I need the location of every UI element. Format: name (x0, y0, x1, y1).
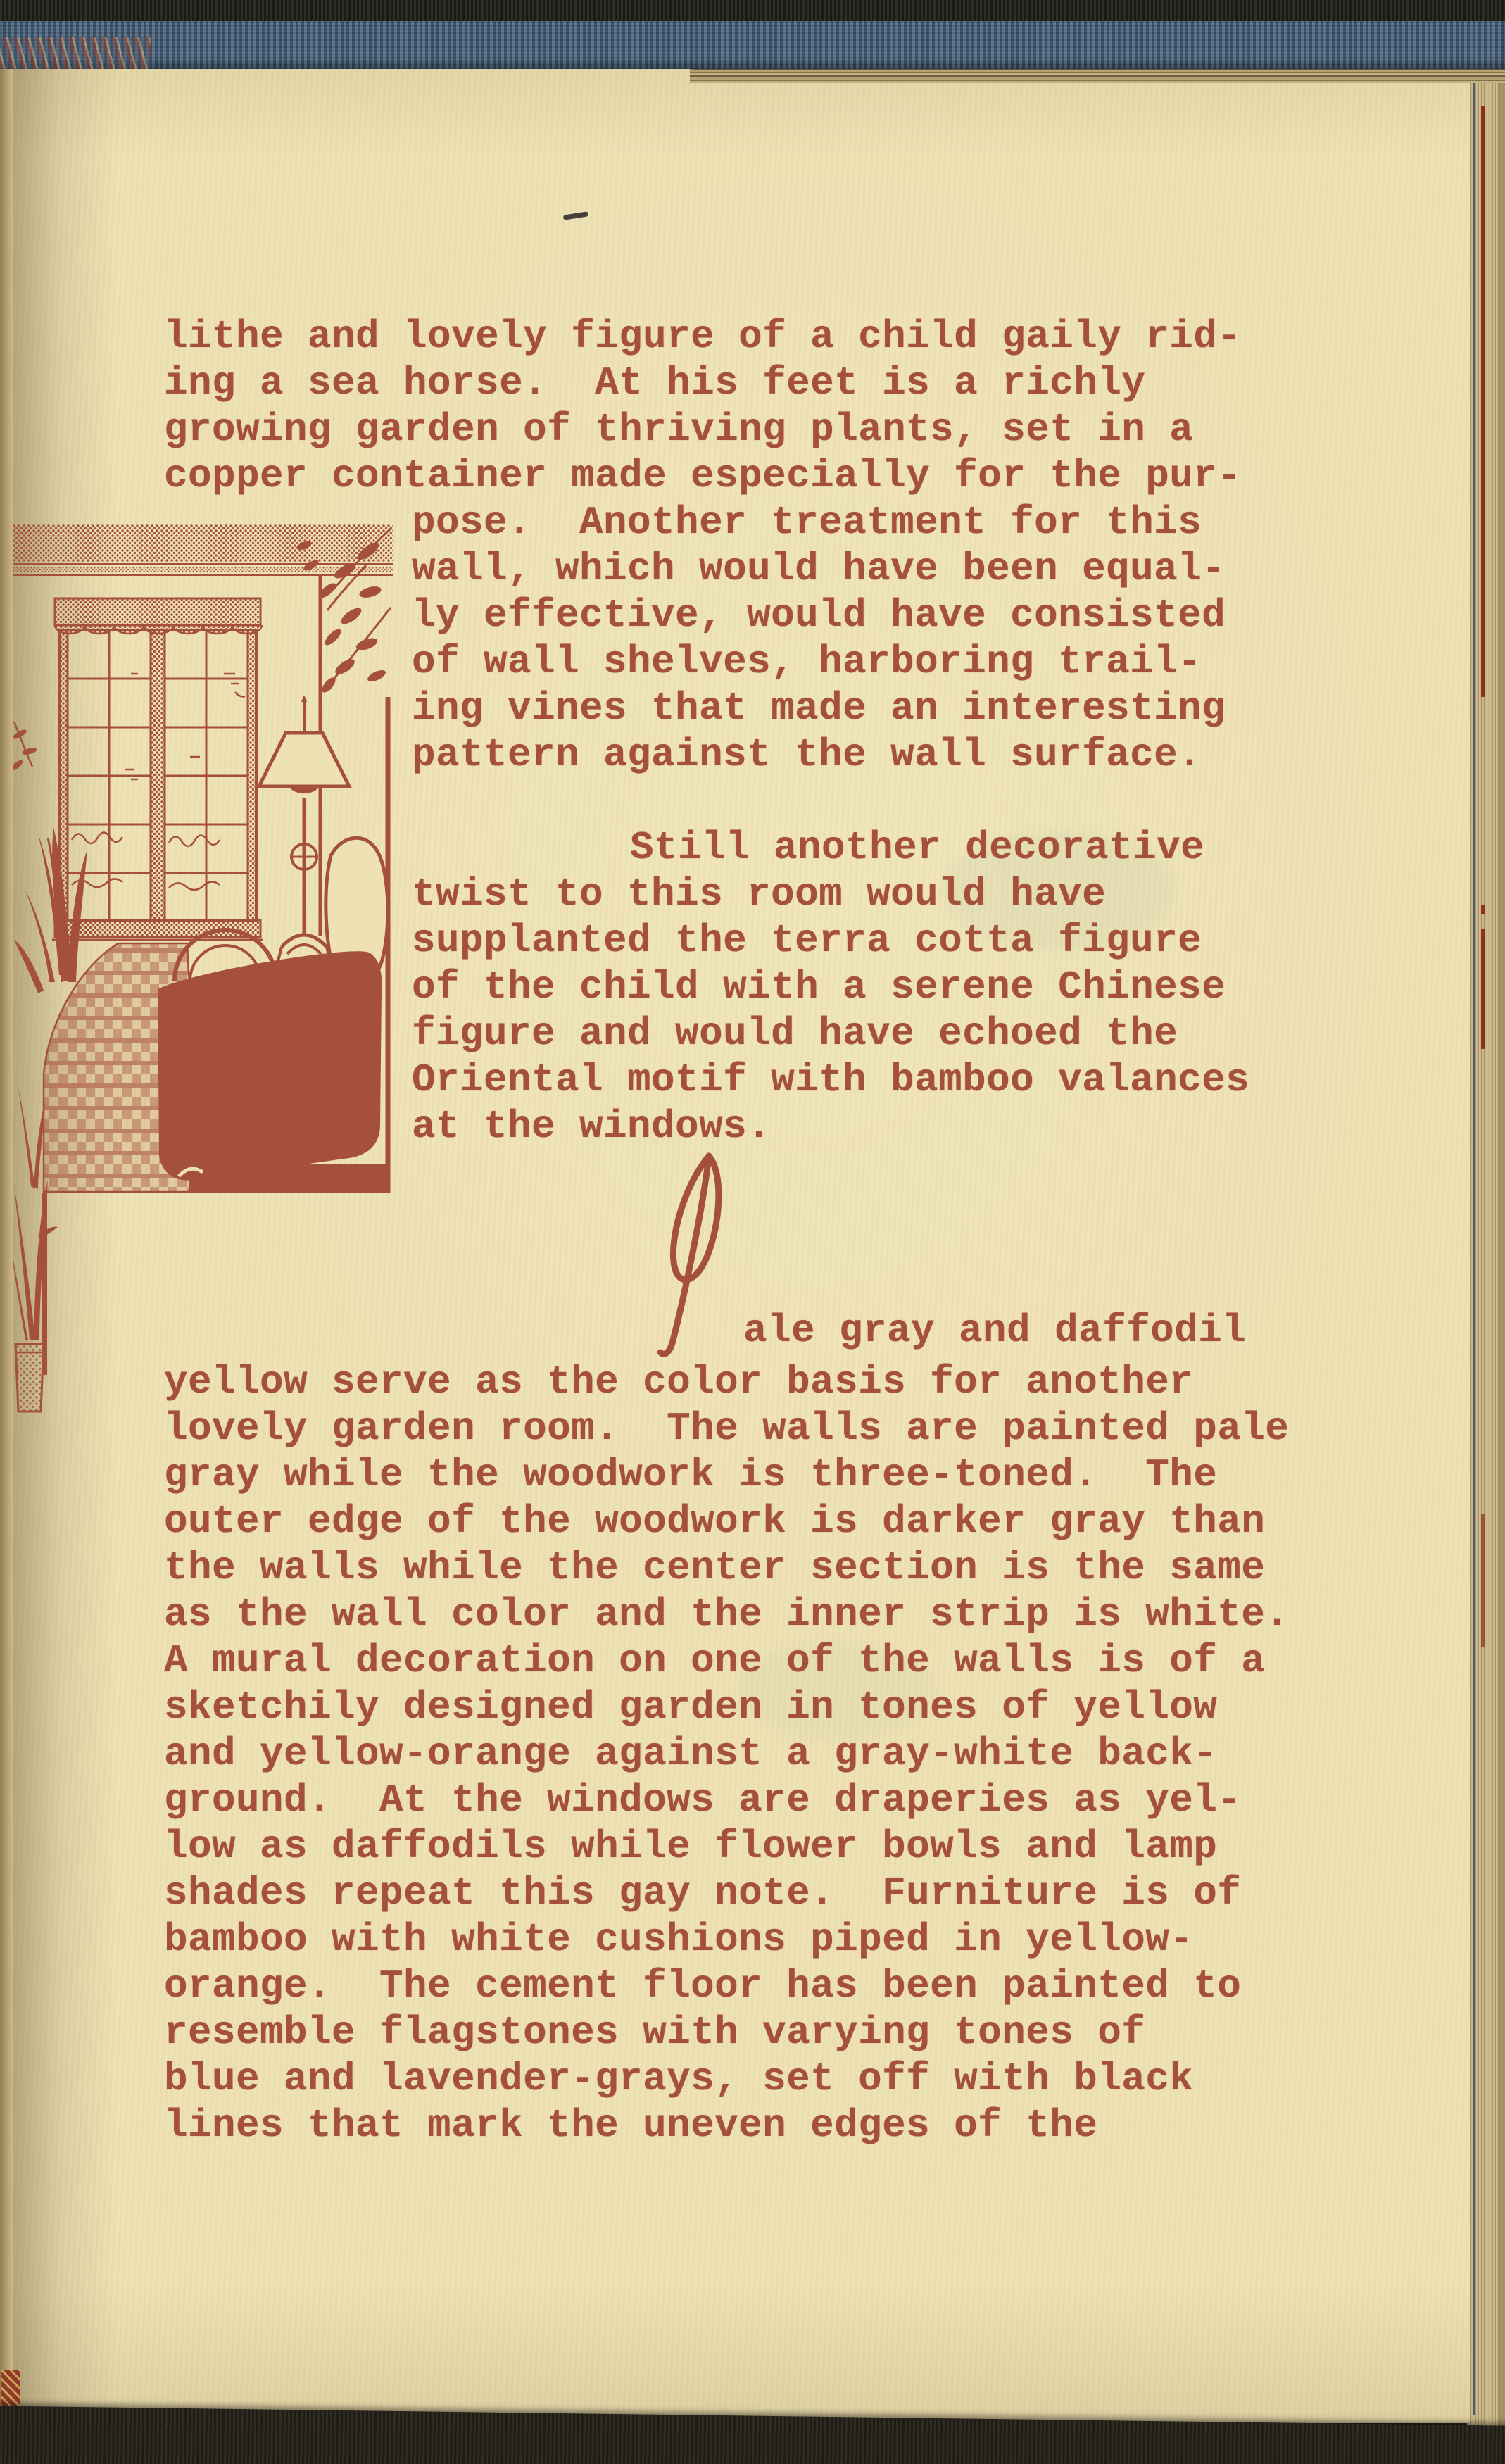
typed-line: ing vines that made an interesting (412, 686, 1226, 731)
typed-line: blue and lavender-grays, set off with black (164, 2056, 1194, 2101)
typed-line: figure and would have echoed the (412, 1011, 1178, 1056)
typed-line: resemble flagstones with varying tones of (164, 2010, 1146, 2055)
ceiling-band-halftone (13, 524, 393, 576)
typed-line: orange. The cement floor has been painted to (164, 1963, 1242, 2009)
typed-line: yellow serve as the color basis for another (164, 1359, 1194, 1404)
cover-weave-detail (0, 37, 151, 69)
dark-seat-cushion (158, 951, 382, 1180)
typed-line: A mural decoration on one of the walls is of a (164, 1638, 1266, 1683)
drop-cap-P (644, 1146, 743, 1368)
typed-line: Still another decorative (630, 825, 1205, 870)
typed-line: and yellow-orange against a gray-white back- (164, 1731, 1218, 1776)
typed-line: gray while the woodwork is three-toned. The (164, 1452, 1218, 1497)
typed-line: ale gray and daffodil (743, 1308, 1247, 1353)
typed-line: wall, which would have been equal- (412, 546, 1226, 591)
book-cover-blue-band (0, 21, 1505, 69)
fore-edge-red-line (1481, 929, 1485, 1049)
french-window (52, 598, 263, 940)
typed-line: of the child with a serene Chinese (412, 964, 1226, 1010)
typed-line: of wall shelves, harboring trail- (412, 639, 1202, 684)
fore-edge-red-line (1481, 905, 1485, 914)
typed-line: pattern against the wall surface. (412, 732, 1202, 777)
typed-line: twist to this room would have (412, 872, 1107, 917)
typed-line: copper container made especially for the pur- (164, 453, 1242, 498)
fore-edge-shadow (1498, 51, 1505, 2433)
typed-line: ground. At the windows are draperies as yel- (164, 1778, 1242, 1823)
typed-line: supplanted the terra cotta figure (412, 918, 1202, 963)
plant-pot (15, 1344, 44, 1412)
typed-line: low as daffodils while flower bowls and lamp (164, 1824, 1218, 1869)
garden-room-illustration (13, 524, 393, 1419)
typed-line: Oriental motif with bamboo valances (412, 1057, 1250, 1102)
typed-line: lovely garden room. The walls are painted pale (164, 1406, 1290, 1451)
typed-line: ly effective, would have consisted (412, 593, 1226, 638)
fore-edge-navy-line (1473, 70, 1475, 2415)
typed-line: sketchily designed garden in tones of yellow (164, 1685, 1218, 1730)
typed-line: shades repeat this gay note. Furniture is of (164, 1871, 1242, 1916)
window-plant (13, 722, 87, 993)
typed-line: lines that mark the uneven edges of the (164, 2103, 1098, 2148)
typed-line: bamboo with white cushions piped in yellow- (164, 1917, 1194, 1962)
typed-line: outer edge of the woodwork is darker gray than (164, 1499, 1266, 1544)
typed-line: growing garden of thriving plants, set in a (164, 407, 1194, 452)
typed-line: at the windows. (412, 1104, 772, 1149)
typed-line: lithe and lovely figure of a child gaily rid- (164, 314, 1242, 359)
fore-edge-red-line (1481, 1514, 1485, 1647)
typed-line: pose. Another treatment for this (412, 500, 1202, 545)
typed-line: ing a sea horse. At his feet is a richly (164, 360, 1146, 406)
typed-line: the walls while the center section is the same (164, 1545, 1266, 1590)
typed-line: as the wall color and the inner strip is white. (164, 1592, 1290, 1637)
fore-edge-red-line (1481, 106, 1485, 697)
